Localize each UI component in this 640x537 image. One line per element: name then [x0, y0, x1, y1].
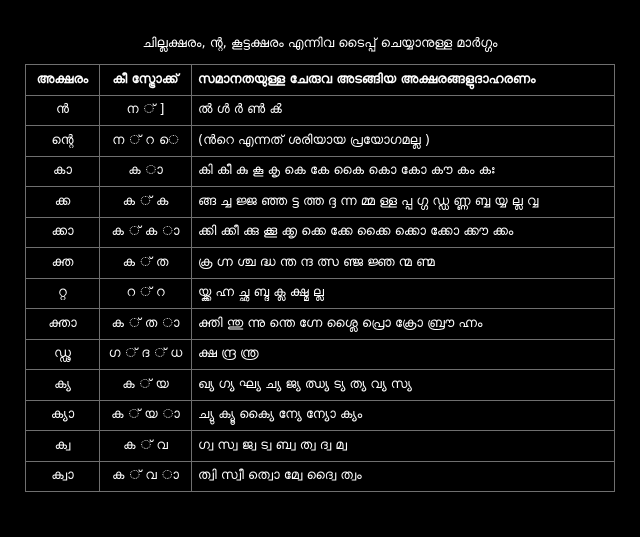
- letter-cell: ക്യ: [26, 370, 100, 401]
- table-row: [26, 309, 615, 340]
- similar-letters-cell: ൽ ൾ ർ ൺ ൿ: [192, 95, 615, 126]
- letter-cell: ക്ത: [26, 248, 100, 279]
- similar-letters-cell: (ൻറെ എന്നത് ശരിയായ പ്രയോഗമല്ല ): [192, 126, 615, 157]
- keystroke-cell: ക ് ക: [100, 187, 192, 218]
- table-row: [26, 431, 615, 462]
- keystroke-cell: ക ാ: [100, 156, 192, 187]
- similar-letters-cell: യ്ക്ക ഹ്ന ച്ഛ ബ്ദ ക്ല ക്ഷ്മ ല്ല: [192, 278, 615, 309]
- table-row: [26, 248, 615, 279]
- letter-cell: ക്യാ: [26, 400, 100, 431]
- keystroke-cell: ക ് ക ാ: [100, 217, 192, 248]
- similar-letters-cell: ച്യു ക്യൂ ക്യൈ ന്യേ ന്യോ ക്യം: [192, 400, 615, 431]
- similar-letters-cell: ക്ഷ ന്ദ്ര ന്ത്ര: [192, 339, 615, 370]
- table-row: [26, 126, 615, 157]
- table-row: [26, 217, 615, 248]
- letter-cell: ൻ: [26, 95, 100, 126]
- keystroke-cell: ന ് ]: [100, 95, 192, 126]
- table-row: [26, 370, 615, 401]
- table-row: [26, 95, 615, 126]
- keystroke-cell: ക ് ത ാ: [100, 309, 192, 340]
- table-row: [26, 187, 615, 218]
- table-body: [26, 95, 615, 492]
- similar-letters-cell: ക്ര ഗ്ന ശ്ച ദ്ധ ന്ത ന്ദ ത്സ ഞ്ജ ജ്ഞ ന്മ ണ്മ: [192, 248, 615, 279]
- table-header-row: [26, 65, 615, 96]
- header-similar-letters: സമാനതയുള്ള ചേരുവ അടങ്ങിയ അക്ഷരങ്ങളുദാഹരണം: [192, 65, 615, 96]
- keystroke-cell: ക ് വ ാ: [100, 461, 192, 492]
- similar-letters-cell: ക്തി ന്തു ന്നു ന്തെ ഗ്നേ ശ്ലൈ പ്രൊ ക്രോ ബ്രൗ ഹ്നം: [192, 309, 615, 340]
- keystroke-cell: ഗ ് ദ ് ധ: [100, 339, 192, 370]
- table-row: [26, 339, 615, 370]
- letter-cell: കാ: [26, 156, 100, 187]
- table-row: [26, 278, 615, 309]
- header-keystroke: കീ സ്ട്രോക്ക്: [100, 65, 192, 96]
- letter-cell: ക്താ: [26, 309, 100, 340]
- similar-letters-cell: ഗ്വ സ്വ ജ്വ ട്വ ബ്വ ത്വ ദ്വ മ്വ: [192, 431, 615, 462]
- similar-letters-cell: കി കീ കു കൂ കൃ കെ കേ കൈ കൊ കോ കൗ കം കഃ: [192, 156, 615, 187]
- letter-cell: ക്വാ: [26, 461, 100, 492]
- letter-cell: റ്റ: [26, 278, 100, 309]
- letter-cell: ക്കാ: [26, 217, 100, 248]
- letter-cell: ക്ക: [26, 187, 100, 218]
- similar-letters-cell: ങ്ങ ച്ച ജ്ജ ഞ്ഞ ട്ട ത്ത ദ്ദ ന്ന മ്മ ള്ള പ്പ ഗ്ഗ ഡ്ഡ ണ്ണ ബ്ബ യ്യ ല്ല വ്വ: [192, 187, 615, 218]
- keystroke-cell: ക ് യ ാ: [100, 400, 192, 431]
- keystroke-table: [25, 64, 615, 492]
- table-row: [26, 400, 615, 431]
- similar-letters-cell: ത്വി സ്വീ ത്വൊ മ്വേ ദ്വൈ ത്വം: [192, 461, 615, 492]
- keystroke-cell: ക ് യ: [100, 370, 192, 401]
- page-title: ചില്ലക്ഷരം, ന്റ, കൂട്ടക്ഷരം എന്നിവ ടൈപ്പ് ചെയ്യാനുള്ള മാർഗ്ഗം: [142, 36, 498, 51]
- letter-cell: ന്റെ: [26, 126, 100, 157]
- keystroke-cell: ക ് വ: [100, 431, 192, 462]
- similar-letters-cell: ക്കി ക്കീ ക്കു ക്കൂ ക്കൃ ക്കെ ക്കേ ക്കൈ ക്കൊ ക്കോ ക്കൗ ക്കം: [192, 217, 615, 248]
- keystroke-cell: ക ് ത: [100, 248, 192, 279]
- table-row: [26, 156, 615, 187]
- similar-letters-cell: ഖ്യ ഗ്യ ഘ്യ ച്യ ജ്യ ഝ്യ ട്യ ത്യ വ്യ സ്യ: [192, 370, 615, 401]
- header-letter: അക്ഷരം: [26, 65, 100, 96]
- letter-cell: ഡ്ഢ: [26, 339, 100, 370]
- keystroke-cell: ന ് റ െ: [100, 126, 192, 157]
- letter-cell: ക്വ: [26, 431, 100, 462]
- keystroke-cell: റ ് റ: [100, 278, 192, 309]
- table-row: [26, 461, 615, 492]
